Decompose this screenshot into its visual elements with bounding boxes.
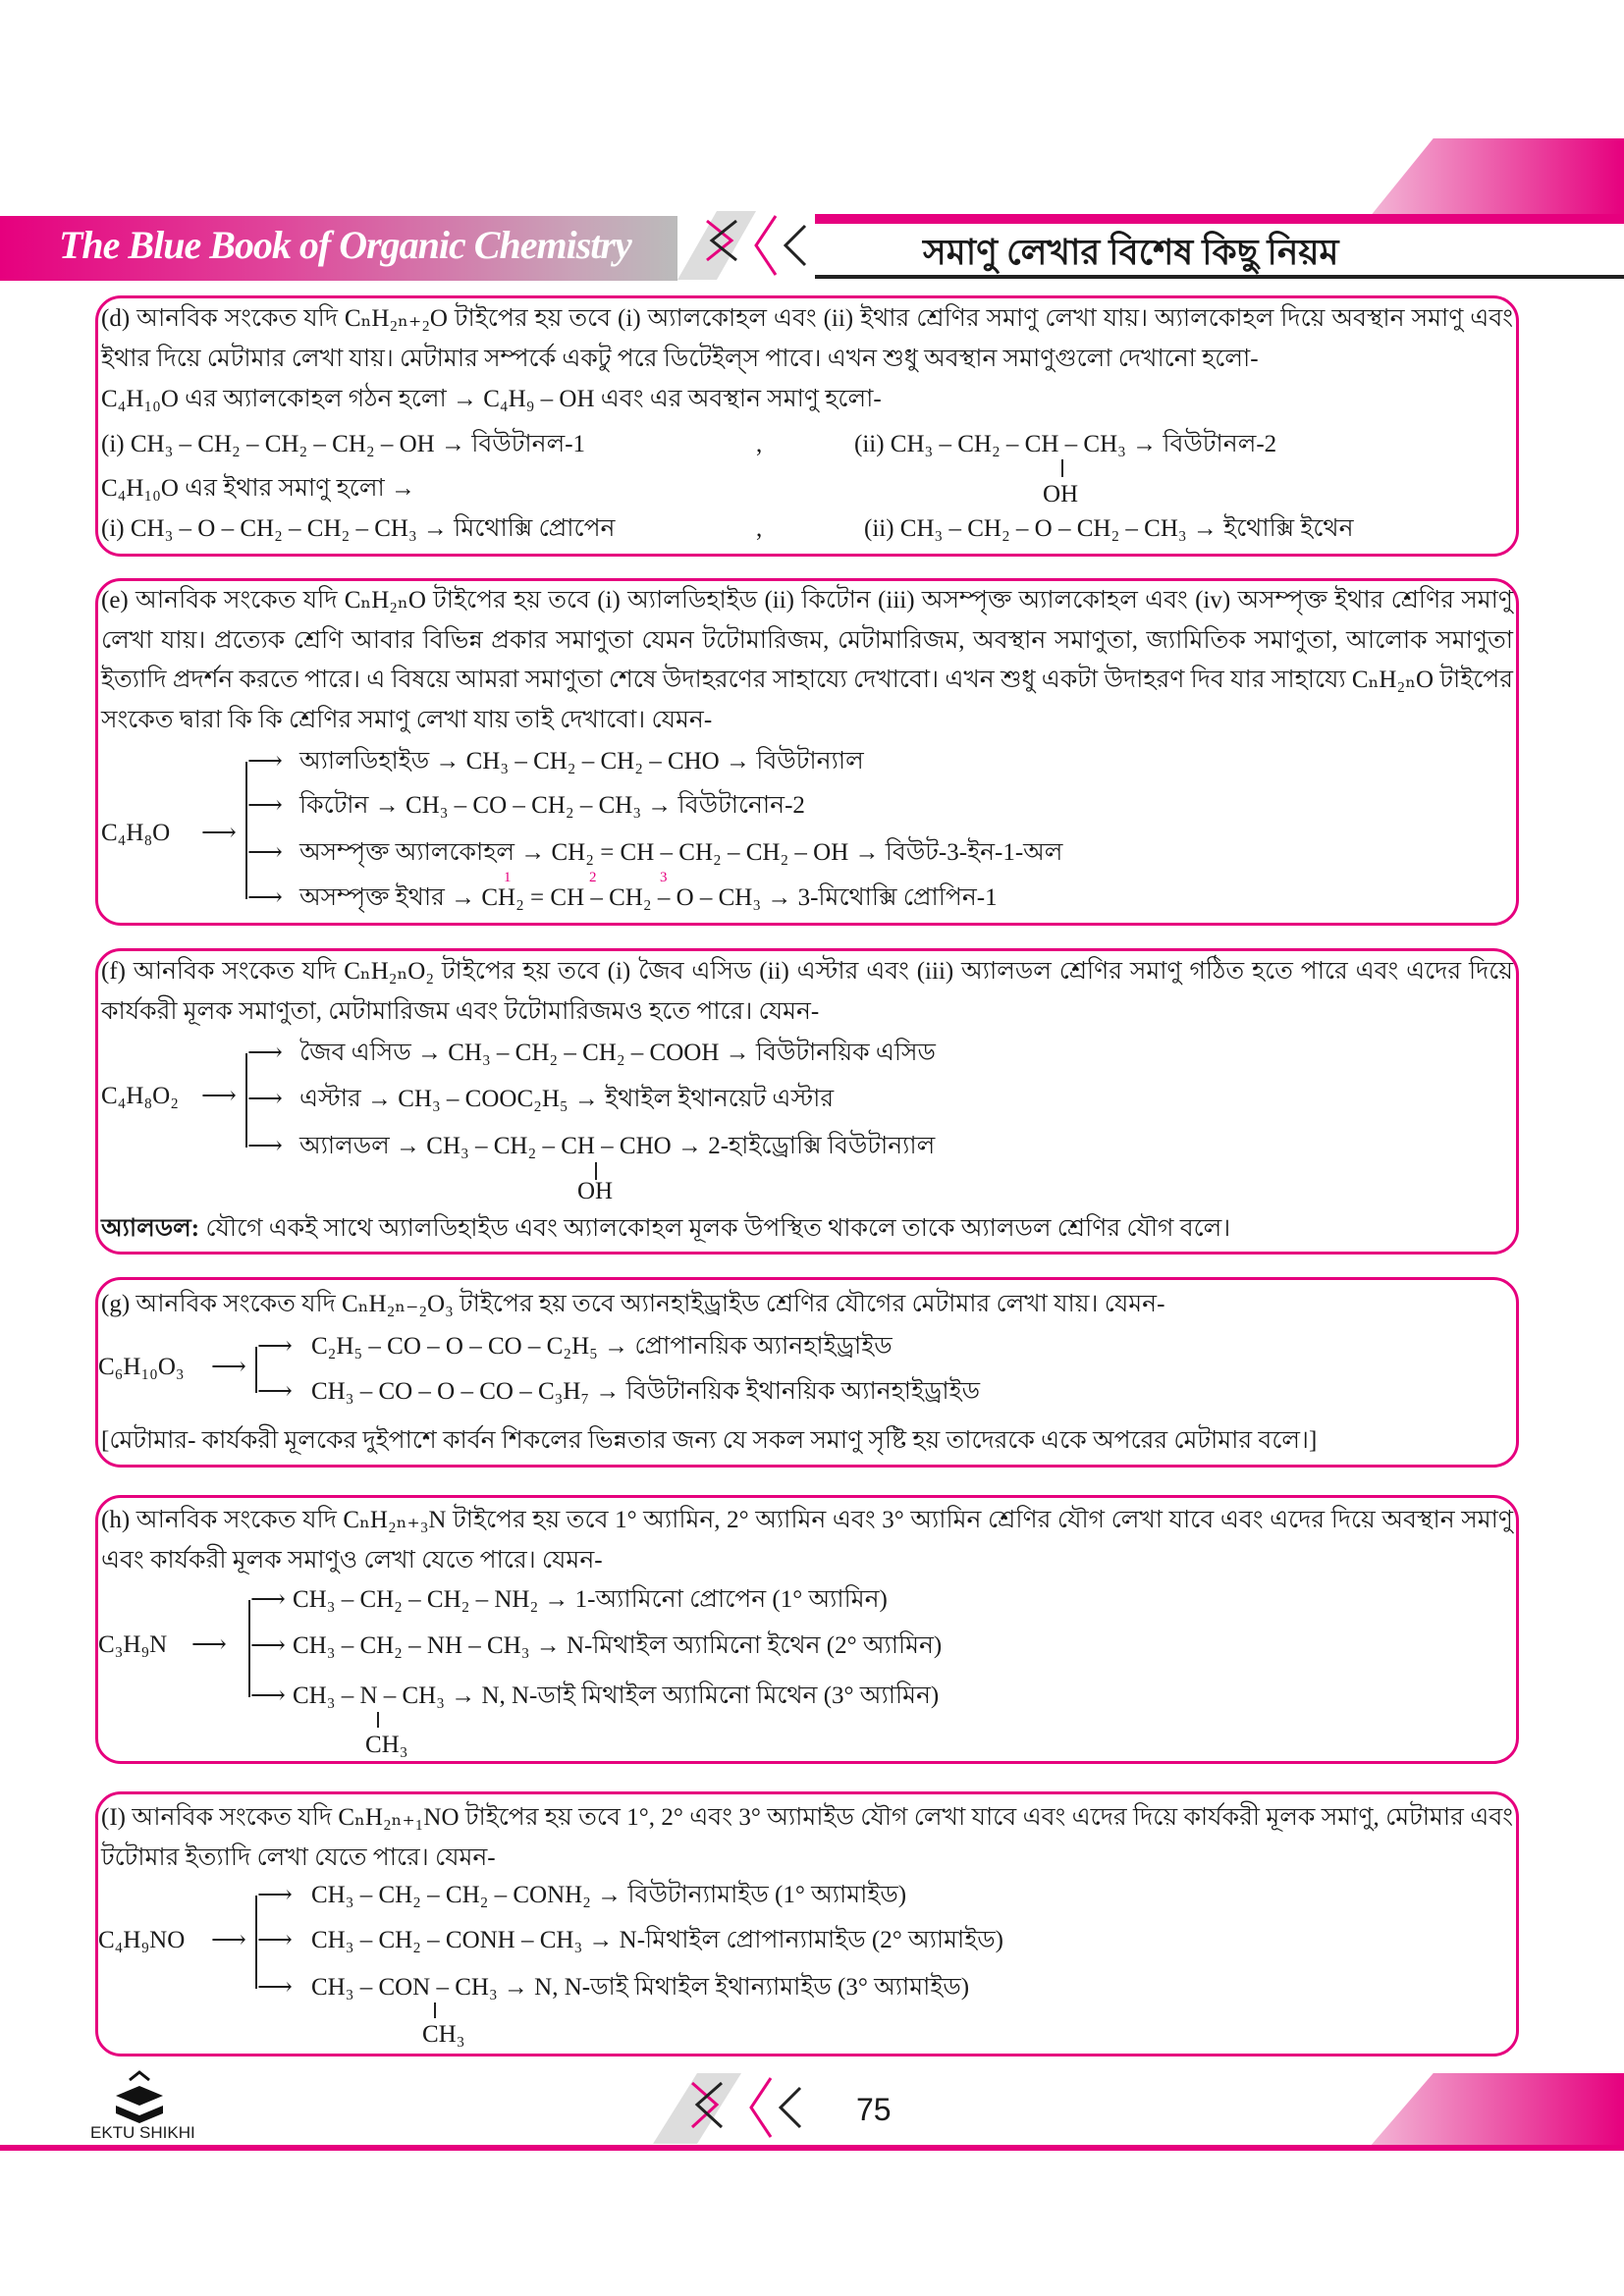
carbon-number: 2 xyxy=(589,870,597,885)
arrow-icon: ⟶ xyxy=(211,1927,246,1953)
metamer-note: [মেটামার- কার্যকরী মূলকের দুইপাশে কার্বন শিকলের ভিন্নতার জন্য যে সকল সমাণু সৃষ্টি হয় তাদেরকে একে অপরের মেটামার বলে।] xyxy=(101,1427,1318,1454)
section-d-butanol-2: (ii) CH₃ – CH₂ – CH – CH₃ → বিউটানল-2 xyxy=(854,431,1277,457)
footer-corner-decoration xyxy=(1370,2073,1624,2147)
branch-unsaturated-alcohol: অসম্পৃক্ত অ্যালকোহল → CH₂ = CH – CH₂ – CH₂ – OH → বিউট-3-ইন-1-অল xyxy=(299,839,1063,866)
arrow-icon: ⟶ xyxy=(247,1133,283,1159)
branch-ester: এস্টার → CH₃ – COOC₂H₅ → ইথাইল ইথানয়েট এস্টার xyxy=(299,1086,835,1112)
arrow-icon: ⟶ xyxy=(191,1631,227,1658)
header-diamond-decoration xyxy=(677,211,825,285)
section-i-formula: C₄H₉NO xyxy=(98,1927,186,1953)
arrow-icon: ⟶ xyxy=(257,1333,293,1360)
section-d-alcohol-structure: C₄H₁₀O এর অ্যালকোহল গঠন হলো → C₄H₉ – OH এবং এর অবস্থান সমাণু হলো- xyxy=(101,386,882,412)
ch3-group: CH₃ xyxy=(365,1732,408,1758)
section-d-ether-heading: C₄H₁₀O এর ইথার সমাণু হলো → xyxy=(101,475,415,502)
arrow-icon: ⟶ xyxy=(250,1632,286,1659)
section-g-formula: C₆H₁₀O₃ xyxy=(98,1354,185,1380)
branch-aldehyde: অ্যালডিহাইড → CH₃ – CH₂ – CH₂ – CHO → বিউটান্যাল xyxy=(299,748,864,774)
arrow-icon: ⟶ xyxy=(257,1882,293,1908)
arrow-icon: ⟶ xyxy=(211,1354,246,1380)
aldol-note xyxy=(101,1209,1230,1249)
ch3-group: CH₃ xyxy=(422,2021,465,2048)
logo-text: EKTU SHIKHI xyxy=(90,2123,195,2142)
section-i-intro: (I) আনবিক সংকেত যদি CₙH₂ₙ₊₁NO টাইপের হয় তবে 1°, 2° এবং 3° অ্যামাইড যৌগ লেখা যাবে এবং এদের দিয়ে কার্যকরী মূলক সমাণু, মেটামার এবং টটোমার ইত্যাদি লেখা যেতে পারে। যেমন- xyxy=(101,1804,1513,1871)
section-e-formula: C₄H₈O xyxy=(101,820,171,846)
arrow-icon: ⟶ xyxy=(250,1586,286,1613)
branch-butanoic-ethanoic-anhydride: CH₃ – CO – O – CO – C₃H₇ → বিউটানয়িক ইথানয়িক অ্যানহাইড্রাইড xyxy=(311,1378,981,1405)
book-logo-icon xyxy=(108,2066,172,2130)
section-g-intro: (g) আনবিক সংকেত যদি CₙH₂ₙ₋₂O₃ টাইপের হয় তবে অ্যানহাইড্রাইড শ্রেণির যৌগের মেটামার লেখা যায়। যেমন- xyxy=(101,1291,1165,1317)
section-d-methoxy-propane: (i) CH₃ – O – CH₂ – CH₂ – CH₃ → মিথোক্সি প্রোপেন xyxy=(101,515,616,542)
chapter-title: সমাণু লেখার বিশেষ কিছু নিয়ম xyxy=(923,233,1339,272)
aldol-note-label: অ্যালডল: xyxy=(101,1215,200,1242)
branch-primary-amide: CH₃ – CH₂ – CH₂ – CONH₂ → বিউটান্যামাইড (1° অ্যামাইড) xyxy=(311,1882,907,1908)
carbon-number: 1 xyxy=(504,870,512,885)
aldol-note-text: যৌগে একই সাথে অ্যালডিহাইড এবং অ্যালকোহল মূলক উপস্থিত থাকলে তাকে অ্যালডল শ্রেণির যৌগ বলে। xyxy=(199,1215,1231,1242)
footer-diamond-decoration xyxy=(653,2073,820,2147)
arrow-icon: ⟶ xyxy=(250,1682,286,1709)
branch-organic-acid: জৈব এসিড → CH₃ – CH₂ – CH₂ – COOH → বিউটানয়িক এসিড xyxy=(299,1040,936,1066)
branch-primary-amine: CH₃ – CH₂ – CH₂ – NH₂ → 1-অ্যামিনো প্রোপেন (1° অ্যামিন) xyxy=(293,1586,888,1613)
footer-line xyxy=(0,2145,1624,2151)
arrow-icon: ⟶ xyxy=(257,1974,293,2001)
branch-secondary-amide: CH₃ – CH₂ – CONH – CH₃ → N-মিথাইল প্রোপান্যামাইড (2° অ্যামাইড) xyxy=(311,1927,1003,1953)
section-f-intro: (f) আনবিক সংকেত যদি CₙH₂ₙO₂ টাইপের হয় তবে (i) জৈব এসিড (ii) এস্টার এবং (iii) অ্যালডল শ্রেণির সমাণু গঠিত হতে পারে এবং এদের দিয়ে কার্যকরী মূলক সমাণুতা, মেটামারিজম এবং টটোমারিজমও হতে পারে। যেমন- xyxy=(101,958,1513,1025)
arrow-icon: ⟶ xyxy=(247,748,283,774)
branch-tertiary-amine: CH₃ – N – CH₃ → N, N-ডাই মিথাইল অ্যামিনো মিথেন (3° অ্যামিন) xyxy=(293,1682,940,1709)
arrow-icon: ⟶ xyxy=(257,1378,293,1405)
branch-propanoic-anhydride: C₂H₅ – CO – O – CO – C₂H₅ → প্রোপানয়িক অ্যানহাইড্রাইড xyxy=(311,1333,893,1360)
oh-group: OH xyxy=(577,1178,614,1204)
carbon-number: 3 xyxy=(660,870,668,885)
branch-ketone: কিটোন → CH₃ – CO – CH₂ – CH₃ → বিউটানোন-2 xyxy=(299,792,805,819)
arrow-icon: ⟶ xyxy=(257,1927,293,1953)
page-number: 75 xyxy=(856,2092,892,2127)
section-f-formula: C₄H₈O₂ xyxy=(101,1083,179,1109)
section-h-intro: (h) আনবিক সংকেত যদি CₙH₂ₙ₊₃N টাইপের হয় তবে 1° অ্যামিন, 2° অ্যামিন এবং 3° অ্যামিন শ্রেণির যৌগ লেখা যাবে এবং এদের দিয়ে অবস্থান সমাণু এবং কার্যকরী মূলক সমাণুও লেখা যেতে পারে। যেমন- xyxy=(101,1507,1513,1574)
header-corner-decoration xyxy=(1370,138,1624,217)
arrow-icon: ⟶ xyxy=(247,1040,283,1066)
oh-group: OH xyxy=(1043,481,1079,507)
arrow-icon: ⟶ xyxy=(247,792,283,819)
arrow-icon: ⟶ xyxy=(201,820,237,846)
comma: , xyxy=(756,515,763,542)
section-h-formula: C₃H₉N xyxy=(98,1631,168,1658)
section-d-intro: (d) আনবিক সংকেত যদি CₙH₂ₙ₊₂O টাইপের হয় তবে (i) অ্যালকোহল এবং (ii) ইথার শ্রেণির সমাণু লেখা যায়। অ্যালকোহল দিয়ে অবস্থান সমাণু এবং ইথার দিয়ে মেটামার লেখা যায়। মেটামার সম্পর্কে একটু পরে ডিটেইল্স পাবে। এখন শুধু অবস্থান সমাণুগুলো দেখানো হলো- xyxy=(101,305,1513,372)
section-d-ethoxy-ethane: (ii) CH₃ – CH₂ – O – CH₂ – CH₃ → ইথোক্সি ইথেন xyxy=(864,515,1354,542)
branch-tertiary-amide: CH₃ – CON – CH₃ → N, N-ডাই মিথাইল ইথান্যামাইড (3° অ্যামাইড) xyxy=(311,1974,970,2001)
branch-secondary-amine: CH₃ – CH₂ – NH – CH₃ → N-মিথাইল অ্যামিনো ইথেন (2° অ্যামিন) xyxy=(293,1632,943,1659)
arrow-icon: ⟶ xyxy=(247,839,283,866)
branch-unsaturated-ether: অসম্পৃক্ত ইথার → CH₂ = CH – CH₂ – O – CH₃ → 3-মিথোক্সি প্রোপিন-1 xyxy=(299,884,998,911)
section-d-butanol-1: (i) CH₃ – CH₂ – CH₂ – CH₂ – OH → বিউটানল-1 xyxy=(101,431,586,457)
arrow-icon: ⟶ xyxy=(201,1083,237,1109)
comma: , xyxy=(756,431,763,457)
arrow-icon: ⟶ xyxy=(247,884,283,911)
section-e-intro: (e) আনবিক সংকেত যদি CₙH₂ₙO টাইপের হয় তবে (i) অ্যালডিহাইড (ii) কিটোন (iii) অসম্পৃক্ত অ্যালকোহল এবং (iv) অসম্পৃক্ত ইথার শ্রেণির সমাণু লেখা যায়। প্রত্যেক শ্রেণি আবার বিভিন্ন প্রকার সমাণুতা যেমন টটোমারিজম, মেটামারিজম, অবস্থান সমাণুতা, জ্যামিতিক সমাণুতা, আলোক সমাণুতা ইত্যাদি প্রদর্শন করতে পারে। এ বিষয়ে আমরা সমাণুতা শেষে উদাহরণের সাহায্যে দেখাবো। এখন শুধু একটা উদাহরণ দিব যার সাহায্যে CₙH₂ₙO টাইপের সংকেত দ্বারা কি কি শ্রেণির সমাণু লেখা যায় তাই দেখাবো। যেমন- xyxy=(101,587,1513,733)
arrow-icon: ⟶ xyxy=(247,1086,283,1112)
book-title: The Blue Book of Organic Chemistry xyxy=(59,223,631,267)
branch-aldol: অ্যালডল → CH₃ – CH₂ – CH – CHO → 2-হাইড্রোক্সি বিউটান্যাল xyxy=(299,1133,936,1159)
header-top-line xyxy=(815,214,1624,224)
